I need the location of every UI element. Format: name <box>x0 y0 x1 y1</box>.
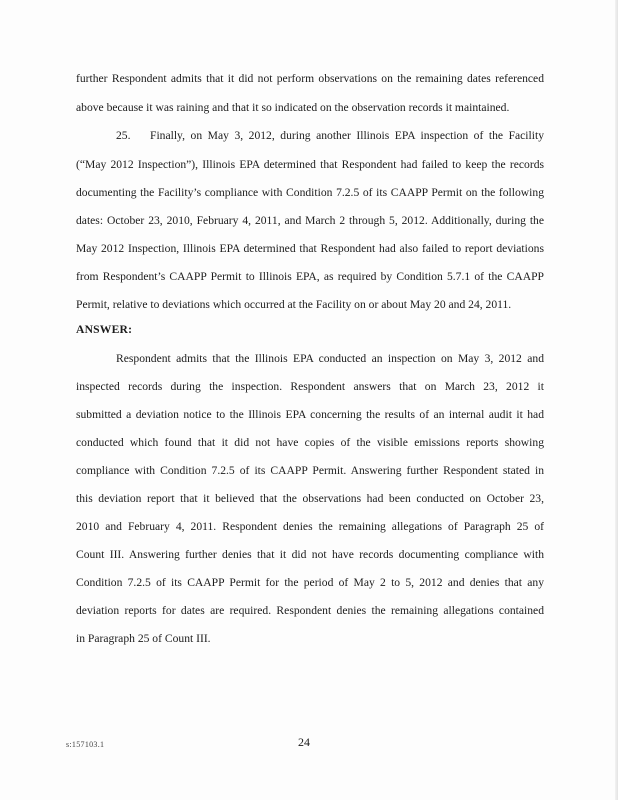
answer-line: Condition 7.2.5 of its CAAPP Permit for the period of May 2 to 5, 2012 and denies that any <box>76 576 544 589</box>
continuation-line-1: further Respondent admits that it did not perform observations on the remaining dates referenced <box>76 72 544 85</box>
paragraph-25-line: dates: October 23, 2010, February 4, 2011, and March 2 through 5, 2012. Additionally, during the <box>76 214 544 227</box>
paragraph-25-line: Permit, relative to deviations which occurred at the Facility on or about May 20 and 24, 2011. <box>76 298 512 311</box>
answer-line: submitted a deviation notice to the Illinois EPA concerning the results of an internal audit it had <box>76 408 544 421</box>
answer-line: Count III. Answering further denies that it did not have records documenting compliance with <box>76 548 544 561</box>
paragraph-25-line: from Respondent’s CAAPP Permit to Illinois EPA, as required by Condition 5.7.1 of the CAAPP <box>76 270 544 283</box>
answer-line: deviation reports for dates are required. Respondent denies the remaining allegations contained <box>76 604 544 617</box>
paragraph-25-line: documenting the Facility’s compliance with Condition 7.2.5 of its CAAPP Permit on the following <box>76 186 544 199</box>
answer-last-line: in Paragraph 25 of Count III. <box>76 632 211 645</box>
continuation-line-2: above because it was raining and that it so indicated on the observation records it maintained. <box>76 101 510 114</box>
paragraph-25-line: May 2012 Inspection, Illinois EPA determined that Respondent had also failed to report deviations <box>76 242 544 255</box>
answer-line: inspected records during the inspection. Respondent answers that on March 23, 2012 it <box>76 380 544 393</box>
answer-line: this deviation report that it believed that the observations had been conducted on October 23, <box>76 492 544 505</box>
answer-first-line: Respondent admits that the Illinois EPA conducted an inspection on May 3, 2012 and <box>116 352 544 365</box>
answer-line: conducted which found that it did not have copies of the visible emissions reports showing <box>76 436 544 449</box>
paragraph-number: 25. <box>116 129 131 142</box>
paragraph-25-first-line: Finally, on May 3, 2012, during another Illinois EPA inspection of the Facility <box>150 129 544 142</box>
answer-line: compliance with Condition 7.2.5 of its CAAPP Permit. Answering further Respondent stated in <box>76 464 544 477</box>
answer-heading: ANSWER: <box>76 323 133 336</box>
page-number: 24 <box>298 735 310 749</box>
document-id: s:157103.1 <box>66 740 105 749</box>
answer-line: 2010 and February 4, 2011. Respondent denies the remaining allegations of Paragraph 25 of <box>76 520 544 533</box>
paragraph-25-line: (“May 2012 Inspection”), Illinois EPA determined that Respondent had failed to keep the records <box>76 158 544 171</box>
